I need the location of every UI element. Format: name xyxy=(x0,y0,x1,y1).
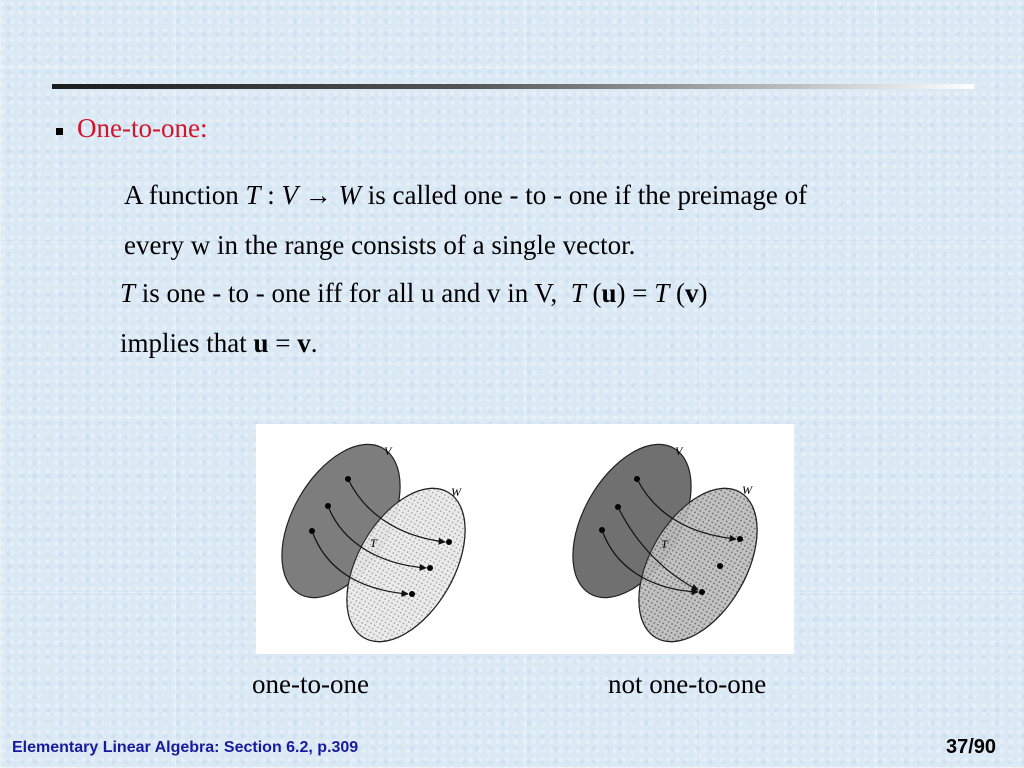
math-paren: ( xyxy=(669,278,686,308)
map-t-label: T xyxy=(370,536,377,550)
footer-title: Elementary Linear Algebra: Section 6.2, p.309 xyxy=(12,739,359,756)
point xyxy=(427,565,433,571)
math-symbol-t: T xyxy=(654,278,670,308)
bullet-item xyxy=(56,113,207,144)
math-arrow: → xyxy=(298,180,339,210)
caption-one-to-one: one-to-one xyxy=(252,669,369,699)
bullet-square-icon xyxy=(56,128,63,135)
math-vector-u: u xyxy=(601,278,617,308)
point xyxy=(699,589,705,595)
definition-text: A function xyxy=(124,180,246,210)
page-number: 37/90 xyxy=(946,736,997,758)
math-symbol-t: T xyxy=(120,278,136,308)
section-heading: One-to-one: xyxy=(77,113,208,143)
set-v-label: V xyxy=(384,444,392,458)
point xyxy=(446,539,452,545)
math-colon: : xyxy=(260,180,282,210)
title-divider xyxy=(52,84,974,89)
definition-text: is called one - to - one if the preimage of xyxy=(361,180,808,210)
set-w-label: W xyxy=(451,485,461,499)
mapping-diagram xyxy=(256,424,794,654)
math-vector-v: v xyxy=(297,328,311,358)
math-symbol-t: T xyxy=(245,180,261,210)
math-equals: = xyxy=(268,328,298,358)
math-equals: ) = xyxy=(616,278,655,308)
math-symbol-t: T xyxy=(570,278,586,308)
point xyxy=(409,591,415,597)
iff-text: is one - to - one iff for all u and v in V, xyxy=(135,278,571,308)
math-vector-v: v xyxy=(685,278,699,308)
iff-line-1 xyxy=(120,280,708,307)
point xyxy=(717,563,723,569)
math-paren: ( xyxy=(585,278,602,308)
math-symbol-w: W xyxy=(338,180,362,210)
iff-line-2 xyxy=(120,330,318,357)
math-vector-u: u xyxy=(253,328,269,358)
not-one-to-one-diagram xyxy=(548,424,781,654)
caption-not-one-to-one: not one-to-one xyxy=(608,669,767,699)
set-w-label: W xyxy=(742,483,752,497)
math-paren: ) xyxy=(698,278,708,308)
one-to-one-diagram xyxy=(257,424,489,654)
mapping-figure xyxy=(256,424,794,654)
map-t-label: T xyxy=(661,537,668,551)
math-symbol-v: V xyxy=(281,180,299,210)
set-v-label: V xyxy=(675,444,683,458)
math-period: . xyxy=(310,328,318,358)
definition-line-1 xyxy=(124,182,807,209)
iff-text: implies that xyxy=(120,328,254,358)
definition-line-2: every w in the range consists of a single vector. xyxy=(124,230,636,260)
point xyxy=(737,536,743,542)
